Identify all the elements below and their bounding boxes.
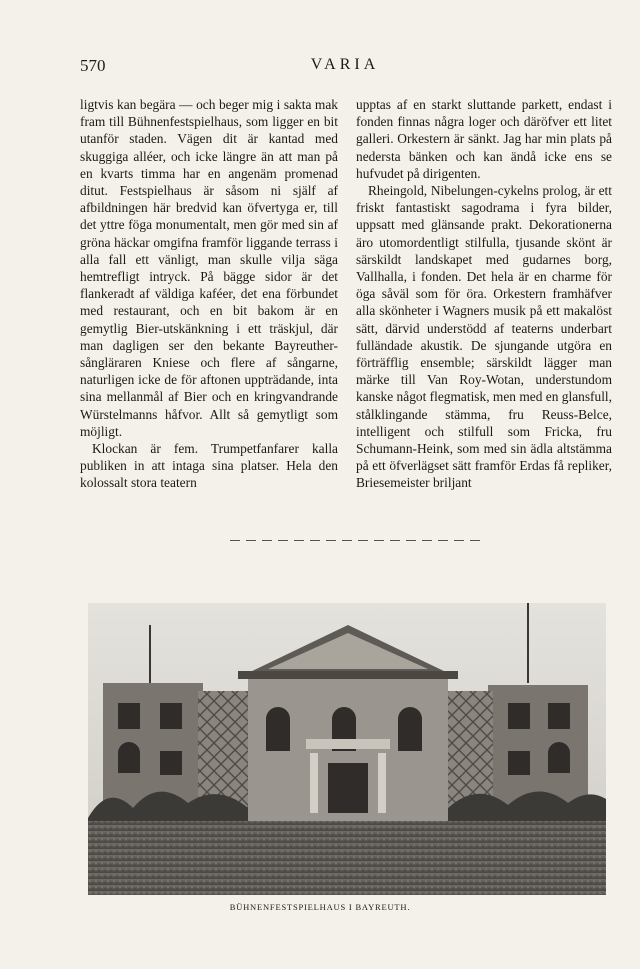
paragraph: Klockan är fem. Trumpetfanfarer kalla publiken in att intaga sina platser. Hela den kolossalt stora teatern	[80, 441, 338, 491]
separator-rule	[230, 540, 480, 541]
page-header	[80, 56, 610, 80]
running-title: VARIA	[310, 56, 380, 73]
text-column-right	[356, 96, 612, 492]
paragraph: Rheingold, Nibelungen-cykelns prolog, är ett friskt fantastiskt sagodrama i fyra bilder, uppsatt med glänsande prakt. Dekorationerna äro utomordentligt stilfulla, tjusande skönt är särskildt landskapet med gudarnes borg, Vallhalla, i fonden. Det hela är en charme för öga såväl som för öra. Orkestern framhäfver alla skönheter i Wagners musik på ett makalöst sätt, därvid understödd af teaterns underbart fulländade akustik. De sjungande utgöra en förträfflig ensemble; särskildt lägger man märke till Van Roy-Wotan, understundom kanske något flegmatisk, men med en glansfull, stålklingande stämma, fru Reuss-Belce, intelligent och stilfull som Fricka, fru Schumann-Heink, som med sin ädla altstämma på ett öfverlägset sätt framför Erdas få repliker, Briesemeister briljant	[356, 183, 612, 491]
paragraph: ligtvis kan begära — och beger mig i sakta mak fram till Bühnenfestspielhaus, som ligger en bit utanför staden. Vägen dit är kantad med skuggiga alléer, och icke längre än att man på en kvarts timma har en angenäm promenad ditut. Festspielhaus är såsom ni själf af afbildningen här bredvid kan öfvertyga er, till det yttre föga monumentalt, men gör med sin af gröna häckar omgifna framför liggande terrass i alla fall ett vänligt, man skulle vilja säga hemtrefligt intryck. På bägge sidor är det flankeradt af väldiga kaféer, det ena förbundet med restaurant, och en bit bakom är en gemytlig Bier-utskänkning i ett träskjul, där man dagligen ser den bekante Bayreuther-sångläraren Kniese och flere af sångarne, naturligen icke de för aftonen uppträdande, inta sina mellanmål af Bier och en kringvandrande Würstelmanns håfvor. Allt så gemytligt som möjligt.	[80, 97, 338, 439]
festspielhaus-photograph	[88, 603, 606, 895]
text-column-left	[80, 96, 338, 492]
figure-caption: BÜHNENFESTSPIELHAUS I BAYREUTH.	[229, 902, 411, 912]
paragraph: upptas af en starkt sluttande parkett, endast i fonden finnas några loger och däröfver ett litet galleri. Orkestern är sänkt. Jag har min plats på nedersta bänken och kan ändå icke ens se hufvudet på dirigenten.	[356, 97, 612, 181]
page-number: 570	[80, 56, 106, 75]
